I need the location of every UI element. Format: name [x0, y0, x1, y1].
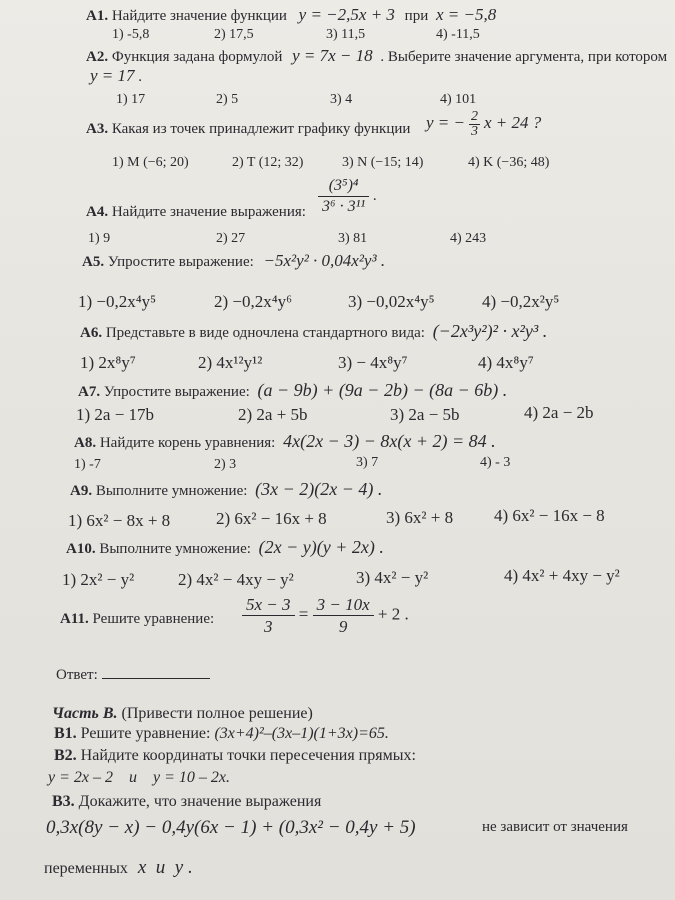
question-text: Найдите значение функции — [111, 8, 287, 24]
question-a11 — [60, 612, 214, 627]
question-text: при — [404, 8, 429, 24]
question-label: В1. — [54, 725, 77, 742]
answer-option: 4) 4x⁸y⁷ — [478, 353, 534, 372]
question-text: Докажите, что значение выражения — [78, 793, 322, 810]
part-b-title: Часть В. — [52, 705, 118, 722]
answer-option: 4) −0,2x²y⁵ — [482, 292, 560, 311]
answer-option: 3) 7 — [356, 455, 379, 470]
question-a6 — [80, 322, 547, 341]
answer-option: 1) -5,8 — [112, 27, 150, 42]
answer-option: 1) 2x² − y² — [62, 570, 135, 589]
answer-option: 2) T (12; 32) — [232, 155, 304, 170]
answer-label: Ответ: — [56, 667, 98, 683]
answer-option: 3) −0,02x⁴y⁵ — [348, 292, 435, 311]
question-text: Найдите значение выражения: — [111, 204, 306, 220]
question-a5 — [82, 252, 385, 270]
answer-option: 2) −0,2x⁴y⁶ — [214, 292, 293, 311]
answer-option: 4) 6x² − 16x − 8 — [494, 506, 605, 525]
question-text: Упростите выражение: — [103, 384, 250, 400]
math-expression: x = −5,8 — [435, 5, 497, 24]
answer-option: 3) 4x² − y² — [356, 568, 429, 587]
question-label: А4. — [86, 204, 109, 220]
answer-option: 2) 4x¹²y¹² — [198, 353, 263, 372]
answer-option: 4) 101 — [440, 92, 477, 107]
question-label: А2. — [86, 49, 109, 65]
math-expression: (2x − y)(y + 2x) . — [258, 537, 384, 557]
question-label: А8. — [74, 435, 97, 451]
question-b1 — [54, 726, 389, 742]
question-label: А6. — [80, 325, 103, 341]
answer-option: 4) 4x² + 4xy − y² — [504, 566, 620, 585]
question-label: А3. — [86, 121, 109, 137]
answer-option: 1) −0,2x⁴y⁵ — [78, 292, 157, 311]
math-expression: $\frac{\text{(3⁵)⁴}}{\text{3⁶ · 3¹¹}}$ . — [318, 176, 377, 217]
question-text: Решите уравнение: — [80, 725, 211, 742]
answer-option: 3) 4 — [330, 92, 353, 107]
answer-line — [56, 664, 210, 683]
answer-option: 4) -11,5 — [436, 27, 480, 42]
answer-option: 1) 9 — [88, 231, 111, 246]
answer-blank — [102, 664, 210, 679]
answer-option: 4) - 3 — [480, 455, 511, 470]
question-text: Выполните умножение: — [95, 483, 248, 499]
question-label: А10. — [66, 541, 96, 557]
question-label: А5. — [82, 254, 105, 270]
answer-option: 2) 3 — [214, 457, 237, 472]
math-expression: −5x²y² · 0,04x²y³ . — [263, 251, 386, 270]
math-expression: y = − $\frac{2}{3}$ x + 24 ? — [426, 109, 542, 139]
question-label: А11. — [60, 611, 89, 627]
math-expression: 4x(2x − 3) − 8x(x + 2) = 84 . — [283, 431, 496, 451]
answer-option: 4) 243 — [450, 231, 487, 246]
math-expression: x и y . — [137, 857, 193, 878]
answer-option: 2) 4x² − 4xy − y² — [178, 570, 294, 589]
math-expression: (−2x³y²)² · x²y³ . — [432, 321, 548, 341]
answer-option: 4) K (−36; 48) — [468, 155, 550, 170]
part-b-subtitle: (Привести полное решение) — [121, 705, 313, 722]
question-text: Представьте в виде одночлена стандартного вида: — [105, 325, 425, 341]
question-a7 — [78, 381, 507, 400]
question-label: В3. — [52, 793, 75, 810]
answer-option: 1) -7 — [74, 457, 101, 472]
answer-option: 3) N (−15; 14) — [342, 155, 424, 170]
question-a2 — [86, 47, 667, 65]
question-text: Решите уравнение: — [92, 611, 215, 627]
answer-option: 1) 2a − 17b — [76, 405, 155, 424]
question-label: В2. — [54, 747, 77, 764]
question-text: Упростите выражение: — [107, 254, 254, 270]
math-expression: y = 17 — [90, 66, 135, 85]
math-expression: $\frac{5x - 3}{3}$ = $\frac{3 - 10x}{9}$ + 2 . — [242, 594, 409, 637]
question-b3-vars — [44, 858, 193, 877]
question-text: переменных — [44, 860, 128, 877]
math-expression: y = −2,5x + 3 — [298, 5, 395, 24]
question-b2 — [54, 748, 416, 764]
question-label: А9. — [70, 483, 93, 499]
question-a1 — [86, 6, 496, 24]
fraction: $\frac{5x - 3}{3}$ — [242, 594, 295, 637]
answer-option: 3) 11,5 — [326, 27, 366, 42]
answer-option: 1) 6x² − 8x + 8 — [68, 511, 171, 530]
math-expression: y = 7x − 18 — [292, 46, 373, 65]
answer-option: 1) M (−6; 20) — [112, 155, 189, 170]
math-expression: (3x − 2)(2x − 4) . — [255, 479, 383, 499]
answer-option: 2) 27 — [216, 231, 246, 246]
answer-option: 3) − 4x⁸y⁷ — [338, 353, 408, 372]
question-a4 — [86, 205, 306, 220]
question-text: Функция задана формулой — [111, 49, 283, 65]
question-b3 — [52, 794, 321, 810]
answer-option: 3) 81 — [338, 231, 368, 246]
math-expression: 0,3x(8y − x) − 0,4y(6x − 1) + (0,3x² − 0,4y + 5) — [46, 817, 416, 838]
question-label: А1. — [86, 8, 109, 24]
question-a8 — [74, 432, 496, 451]
question-text: Какая из точек принадлежит графику функции — [111, 121, 411, 137]
question-text: Найдите корень уравнения: — [99, 435, 276, 451]
question-a3 — [86, 122, 410, 137]
question-text: . Выберите значение аргумента, при котором — [380, 49, 668, 65]
math-expression: (a − 9b) + (9a − 2b) − (8a − 6b) . — [257, 380, 508, 400]
fraction: $\frac{\text{(3⁵)⁴}}{\text{3⁶ · 3¹¹}}$ — [318, 176, 369, 217]
answer-option: 2) 17,5 — [214, 27, 254, 42]
answer-option: 1) 2x⁸y⁷ — [80, 353, 136, 372]
question-a2-condition: y = 17 . — [90, 66, 143, 85]
question-label: А7. — [78, 384, 101, 400]
question-a9 — [70, 480, 382, 499]
question-text: Выполните умножение: — [99, 541, 251, 557]
answer-option: 2) 5 — [216, 92, 239, 107]
answer-option: 3) 2a − 5b — [390, 405, 460, 424]
answer-option: 4) 2a − 2b — [524, 403, 594, 422]
question-b2-lines: y = 2x – 2 и y = 10 – 2x. — [48, 769, 230, 786]
part-b-header — [52, 706, 313, 722]
answer-option: 3) 6x² + 8 — [386, 508, 454, 527]
question-a10 — [66, 538, 384, 557]
answer-option: 2) 6x² − 16x + 8 — [216, 509, 327, 528]
fraction: $\frac{3 - 10x}{9}$ — [313, 594, 374, 637]
answer-option: 1) 17 — [116, 92, 146, 107]
answer-option: 2) 2a + 5b — [238, 405, 308, 424]
math-expression: (3x+4)²–(3x–1)(1+3x)=65. — [214, 725, 389, 742]
fraction: $\frac{2}{3}$ — [471, 109, 478, 139]
question-text: не зависит от значения — [482, 819, 628, 835]
question-text: Найдите координаты точки пересечения прямых: — [80, 747, 416, 764]
